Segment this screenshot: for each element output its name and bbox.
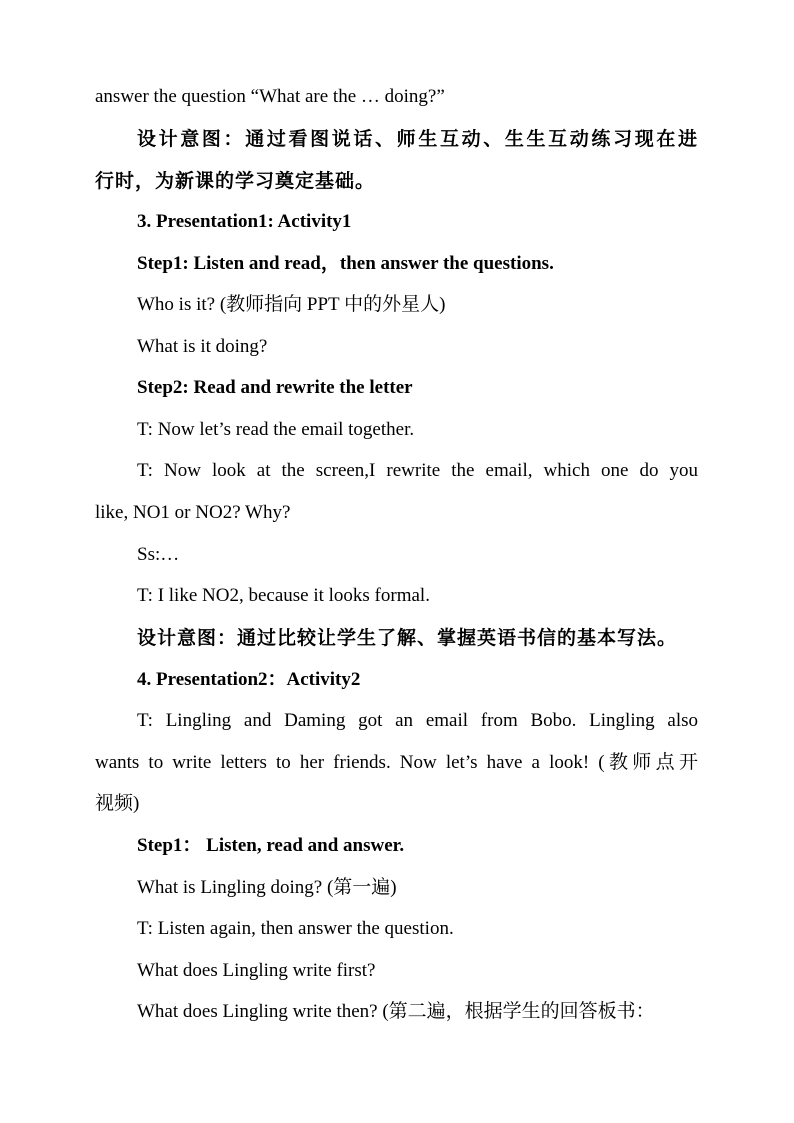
text-line: Who is it? (教师指向 PPT 中的外星人) [137,294,446,315]
text-line: T: Lingling and Daming got an email from Bobo. Lingling also [137,710,698,731]
text-line: Ss:… [137,544,180,565]
section-heading: 4. Presentation2：Activity2 [137,669,361,690]
design-intent-line: 设计意图：通过比较让学生了解、掌握英语书信的基本写法。 [137,627,678,649]
text-line: What does Lingling write then? (第二遍，根据学生的回答板书： [137,1001,655,1022]
text-line: like, NO1 or NO2? Why? [95,502,291,523]
step-heading: Step1： Listen, read and answer. [137,835,405,856]
text-line: What does Lingling write first? [137,960,376,981]
text-line: T: Listen again, then answer the question. [137,918,454,939]
text-line: T: Now let’s read the email together. [137,419,415,440]
step-heading: Step2: Read and rewrite the letter [137,377,413,398]
heading-part: : Activity1 [267,211,352,232]
design-intent-line: 行时，为新课的学习奠定基础。 [95,170,376,192]
text-line: What is Lingling doing? (第一遍) [137,877,397,898]
design-intent-line: 设计意图：通过看图说话、师生互动、生生互动练习现在进 [137,128,698,150]
step-heading: Step1: Listen and read，then answer the questions. [137,253,554,274]
heading-part: 3. Presentation1 [137,211,268,232]
text-line: T: I like NO2, because it looks formal. [137,585,430,606]
section-heading [137,210,351,234]
text-line: wants to write letters to her friends. Now let’s have a look! (教师点开 [95,752,698,773]
text-line: What is it doing? [137,336,268,357]
text-line: answer the question “What are the … doing?” [95,86,445,107]
text-line: T: Now look at the screen,I rewrite the email, which one do you [137,460,698,481]
text-line: 视频) [95,793,140,814]
